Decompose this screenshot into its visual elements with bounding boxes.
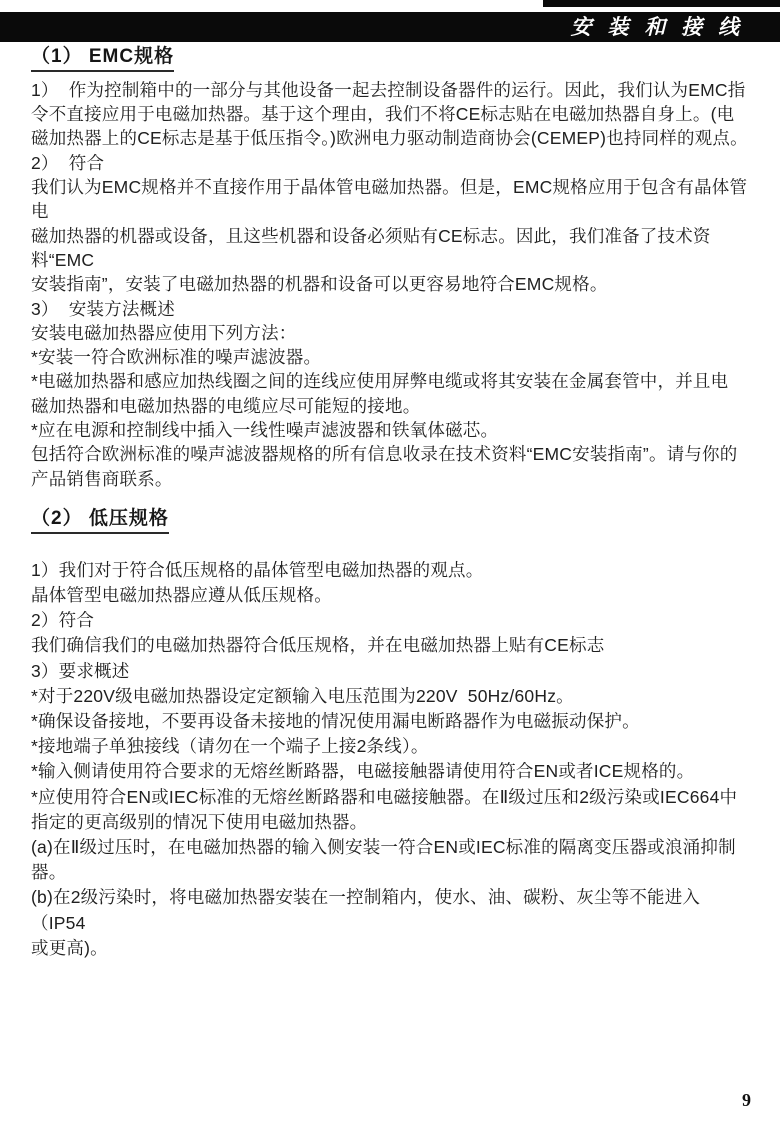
text-line: *电磁加热器和感应加热线圈之间的连线应使用屏弊电缆或将其安装在金属套管中，并且电 [31,371,729,392]
section-low-voltage-body [31,558,752,961]
text-line: 1）我们对于符合低压规格的晶体管型电磁加热器的观点。 [31,559,484,580]
section-low-voltage-heading: （2） 低压规格 [31,508,169,534]
text-line: 安装电磁加热器应使用下列方法： [31,322,297,343]
text-line: 磁加热器的机器或设备，且这些机器和设备必须贴有CE标志。因此，我们准备了技术资料“EMC [31,225,711,270]
text-line: *应在电源和控制线中插入一线性噪声滤波器和铁氧体磁芯。 [31,420,499,440]
text-line: 器。 [31,862,67,883]
page-number: 9 [742,1090,751,1110]
section-emc-body [31,78,752,491]
text-line: 磁加热器上的CE标志是基于低压指令。)欧洲电力驱动制造商协会(CEMEP)也持同样的观点。 [31,128,748,149]
text-line: (b)在2级污染时，将电磁加热器安装在一控制箱内，使水、油、碳粉、灰尘等不能进入（IP54 [31,887,701,933]
text-line: *接地端子单独接线（请勿在一个端子上接2条线）。 [31,736,429,757]
text-line: 3） 安装方法概述 [31,298,175,319]
text-line: 3）要求概述 [31,660,130,681]
text-line: *对于220V级电磁加热器设定定额输入电压范围为220V 50Hz/60Hz。 [31,685,574,706]
text-line: 包括符合欧洲标准的噪声滤波器规格的所有信息收录在技术资料“EMC安装指南”。请与你的 [31,444,738,465]
text-line: 指定的更高级别的情况下使用电磁加热器。 [31,811,368,832]
text-line: *输入侧请使用符合要求的无熔丝断路器，电磁接触器请使用符合EN或者ICE规格的。 [31,761,695,782]
page-header-bar [0,12,780,42]
text-line: 或更高)。 [31,937,108,958]
text-line: *确保设备接地，不要再设备未接地的情况使用漏电断路器作为电磁振动保护。 [31,710,640,731]
text-line: 产品销售商联系。 [31,468,173,489]
text-line: (a)在Ⅱ级过压时，在电磁加热器的输入侧安装一符合EN或IEC标准的隔离变压器或浪涌抑制 [31,836,736,857]
text-line: 2） 符合 [31,152,105,173]
text-line: *应使用符合EN或IEC标准的无熔丝断路器和电磁接触器。在Ⅱ级过压和2级污染或IEC664中 [31,786,738,807]
text-line: 令不直接应用于电磁加热器。基于这个理由，我们不将CE标志贴在电磁加热器自身上。(电 [31,104,735,125]
text-line: 我们认为EMC规格并不直接作用于晶体管电磁加热器。但是，EMC规格应用于包含有晶体管电 [31,177,748,222]
page-content [31,46,752,961]
text-line: 我们确信我们的电磁加热器符合低压规格，并在电磁加热器上贴有CE标志 [31,635,605,656]
top-corner-strip [543,0,780,7]
text-line: *安装一符合欧洲标准的噪声滤波器。 [31,347,322,368]
text-line: 安装指南”，安装了电磁加热器的机器和设备可以更容易地符合EMC规格。 [31,274,608,295]
text-line: 1） 作为控制箱中的一部分与其他设备一起去控制设备器件的运行。因此，我们认为EMC指 [31,79,746,100]
section-emc-heading: （1） EMC规格 [31,46,174,72]
section-emc-spec [31,46,752,491]
page-header-title: 安 装 和 接 线 [570,15,744,39]
section-low-voltage-spec [31,508,752,961]
text-line: 磁加热器和电磁加热器的电缆应尽可能短的接地。 [31,395,421,416]
text-line: 晶体管型电磁加热器应遵从低压规格。 [31,584,332,605]
text-line: 2）符合 [31,610,95,631]
